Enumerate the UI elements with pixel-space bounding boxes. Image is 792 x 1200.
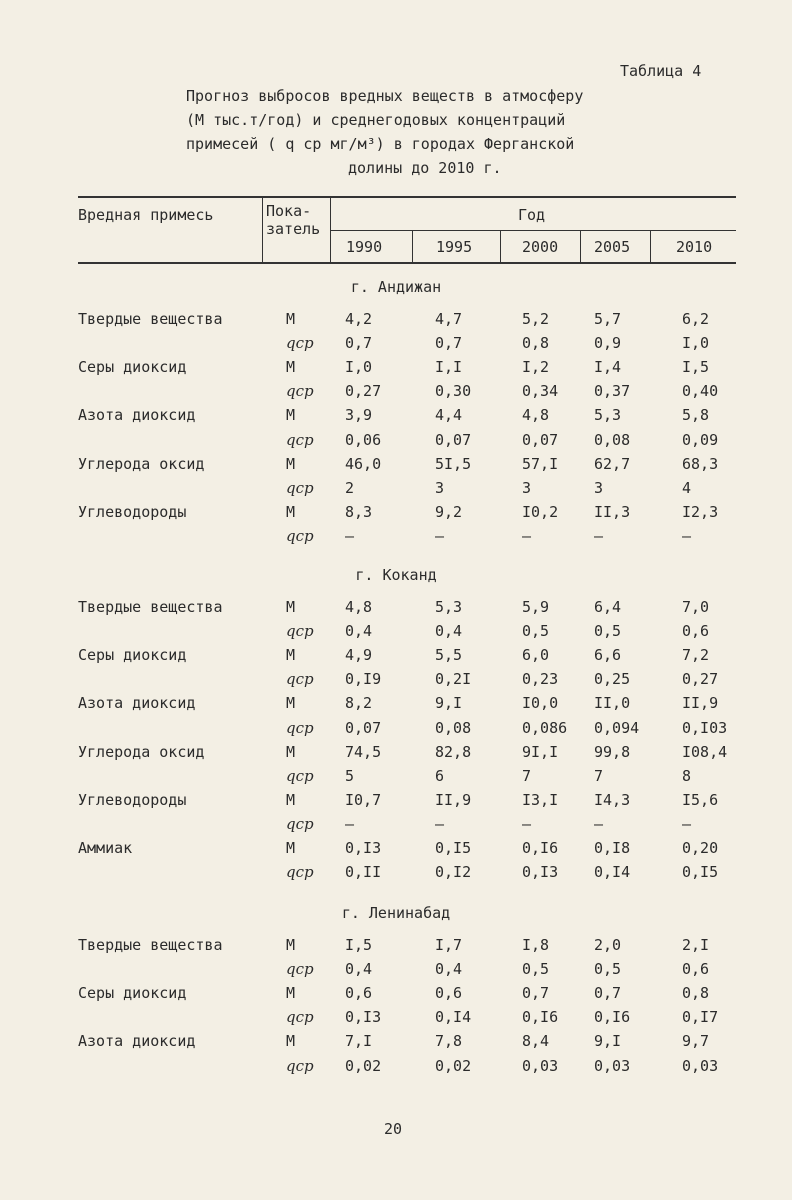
- value-cell: 0,4: [435, 960, 463, 979]
- header-year: Год: [518, 206, 546, 224]
- header-divider-1: [262, 196, 263, 262]
- value-cell: 0,7: [522, 984, 550, 1003]
- value-cell: 0,02: [345, 1056, 382, 1075]
- value-cell: 4,4: [435, 406, 463, 425]
- value-cell: 6,6: [594, 646, 622, 665]
- value-cell: 57,I: [522, 454, 559, 473]
- city-heading: г. Коканд: [355, 566, 437, 584]
- indicator-cell: М: [286, 694, 296, 713]
- value-cell: I,7: [435, 936, 463, 954]
- value-cell: 0,I5: [682, 863, 719, 882]
- value-cell: 9,2: [435, 502, 463, 521]
- value-cell: I0,0: [522, 694, 559, 713]
- table-row: [0, 936, 792, 958]
- value-cell: 0,7: [594, 984, 622, 1003]
- table-row: [0, 694, 792, 716]
- table-label: Таблица 4: [620, 62, 702, 80]
- value-cell: I3,I: [522, 790, 559, 809]
- header-divider-2: [330, 196, 331, 262]
- indicator-cell: qср: [286, 670, 314, 689]
- value-cell: –: [435, 526, 445, 545]
- substance-cell: Твердые вещества: [78, 936, 223, 954]
- value-cell: –: [594, 814, 604, 833]
- value-cell: I,5: [345, 936, 373, 954]
- value-cell: 74,5: [345, 742, 382, 761]
- value-cell: 0,08: [594, 430, 631, 449]
- table-row: [0, 815, 792, 837]
- value-cell: 0,7: [345, 334, 373, 353]
- table-row: [0, 839, 792, 861]
- table-row: [0, 598, 792, 620]
- value-cell: 0,30: [435, 382, 472, 401]
- value-cell: II,0: [594, 694, 631, 713]
- table-row: [0, 310, 792, 332]
- value-cell: 0,5: [594, 622, 622, 641]
- table-row: [0, 382, 792, 404]
- header-year-divider-4: [650, 230, 651, 262]
- title-line-2: (М тыс.т/год) и среднегодовых концентраций: [186, 111, 566, 129]
- header-year-2000: 2000: [522, 238, 559, 256]
- table-row: [0, 334, 792, 356]
- header-year-1995: 1995: [436, 238, 473, 256]
- value-cell: 3,9: [345, 406, 373, 425]
- value-cell: 0,I9: [345, 670, 382, 689]
- title-line-1: Прогноз выбросов вредных веществ в атмосферу: [186, 87, 584, 105]
- value-cell: 0,I4: [435, 1008, 472, 1027]
- table-header: [78, 196, 736, 266]
- table-row: [0, 1008, 792, 1030]
- value-cell: 0,4: [345, 622, 373, 641]
- indicator-cell: qср: [286, 430, 314, 449]
- value-cell: 0,8: [682, 984, 710, 1003]
- value-cell: I0,2: [522, 502, 559, 521]
- substance-cell: Твердые вещества: [78, 598, 223, 616]
- indicator-cell: М: [286, 790, 296, 809]
- value-cell: 0,9: [594, 334, 622, 353]
- table-row: [0, 1032, 792, 1054]
- indicator-cell: qср: [286, 718, 314, 737]
- value-cell: 0,08: [435, 718, 472, 737]
- value-cell: 99,8: [594, 742, 631, 761]
- indicator-cell: М: [286, 936, 296, 954]
- value-cell: 5,9: [522, 598, 550, 616]
- value-cell: 4,8: [522, 406, 550, 425]
- value-cell: 0,I5: [435, 839, 472, 857]
- header-year-2010: 2010: [676, 238, 713, 256]
- header-indicator-line2: затель: [266, 220, 321, 238]
- value-cell: 6,2: [682, 310, 710, 328]
- value-cell: 2,I: [682, 936, 710, 954]
- header-indicator-line1: Пока-: [266, 202, 312, 220]
- value-cell: 9,I: [435, 694, 463, 713]
- title-line-4: долины до 2010 г.: [348, 159, 502, 177]
- table-row: [0, 646, 792, 668]
- indicator-cell: М: [286, 502, 296, 521]
- value-cell: 0,09: [682, 430, 719, 449]
- value-cell: 5,8: [682, 406, 710, 425]
- indicator-cell: qср: [286, 382, 314, 401]
- indicator-cell: qср: [286, 334, 314, 353]
- value-cell: 0,I6: [594, 1008, 631, 1027]
- value-cell: 4,2: [345, 310, 373, 328]
- value-cell: 4,9: [345, 646, 373, 665]
- value-cell: –: [522, 526, 532, 545]
- value-cell: I4,3: [594, 790, 631, 809]
- title-line-3: примесей ( q cp мг/м³) в городах Ферганской: [186, 135, 575, 153]
- value-cell: 7: [522, 766, 532, 785]
- indicator-cell: qср: [286, 1008, 314, 1027]
- value-cell: 0,5: [522, 960, 550, 979]
- table-row: [0, 767, 792, 789]
- indicator-cell: qср: [286, 960, 314, 979]
- city-heading: г. Андижан: [350, 278, 442, 296]
- value-cell: 5: [345, 766, 355, 785]
- value-cell: 0,03: [522, 1056, 559, 1075]
- value-cell: 0,I2: [435, 863, 472, 882]
- table-row: [0, 406, 792, 428]
- substance-cell: Твердые вещества: [78, 310, 223, 328]
- value-cell: 46,0: [345, 454, 382, 473]
- value-cell: 7: [594, 766, 604, 785]
- value-cell: 0,6: [435, 984, 463, 1003]
- value-cell: 0,I7: [682, 1008, 719, 1027]
- header-substance: Вредная примесь: [78, 206, 214, 224]
- substance-cell: Углерода оксид: [78, 742, 205, 761]
- indicator-cell: М: [286, 1032, 296, 1051]
- indicator-cell: М: [286, 454, 296, 473]
- value-cell: 5,5: [435, 646, 463, 665]
- city-heading: г. Ленинабад: [341, 904, 451, 922]
- value-cell: 0,03: [682, 1056, 719, 1075]
- value-cell: II,9: [682, 694, 719, 713]
- value-cell: 0,6: [345, 984, 373, 1003]
- indicator-cell: М: [286, 310, 296, 328]
- value-cell: –: [594, 526, 604, 545]
- value-cell: 0,I3: [522, 863, 559, 882]
- table-row: [0, 358, 792, 380]
- value-cell: 0,8: [522, 334, 550, 353]
- value-cell: 0,40: [682, 382, 719, 401]
- value-cell: 8,4: [522, 1032, 550, 1051]
- table-row: [0, 455, 792, 477]
- table-title: [186, 84, 646, 180]
- value-cell: 3: [435, 478, 445, 497]
- table-row: [0, 503, 792, 525]
- indicator-cell: М: [286, 742, 296, 761]
- value-cell: 7,8: [435, 1032, 463, 1051]
- value-cell: 5,2: [522, 310, 550, 328]
- value-cell: 9,I: [594, 1032, 622, 1051]
- value-cell: 0,5: [594, 960, 622, 979]
- value-cell: 0,7: [435, 334, 463, 353]
- value-cell: –: [435, 814, 445, 833]
- value-cell: 7,2: [682, 646, 710, 665]
- table-row: [0, 960, 792, 982]
- value-cell: 6: [435, 766, 445, 785]
- value-cell: 2,0: [594, 936, 622, 954]
- table-row: [0, 431, 792, 453]
- value-cell: 0,I6: [522, 839, 559, 857]
- table-row: [0, 670, 792, 692]
- value-cell: II,3: [594, 502, 631, 521]
- value-cell: 0,07: [345, 718, 382, 737]
- value-cell: 0,I3: [345, 839, 382, 857]
- value-cell: 6,0: [522, 646, 550, 665]
- value-cell: 0,6: [682, 622, 710, 641]
- indicator-cell: qср: [286, 814, 314, 833]
- indicator-cell: М: [286, 984, 296, 1003]
- value-cell: 0,II: [345, 863, 382, 882]
- indicator-cell: М: [286, 358, 296, 377]
- value-cell: –: [345, 526, 355, 545]
- value-cell: 0,5: [522, 622, 550, 641]
- indicator-cell: qср: [286, 1056, 314, 1075]
- value-cell: 0,07: [522, 430, 559, 449]
- value-cell: 6,4: [594, 598, 622, 616]
- value-cell: 0,094: [594, 718, 640, 737]
- value-cell: 4: [682, 478, 692, 497]
- value-cell: 8,2: [345, 694, 373, 713]
- table-row: [0, 863, 792, 885]
- substance-cell: Азота диоксид: [78, 694, 196, 713]
- value-cell: 0,34: [522, 382, 559, 401]
- value-cell: 0,03: [594, 1056, 631, 1075]
- value-cell: I0,7: [345, 790, 382, 809]
- value-cell: –: [522, 814, 532, 833]
- value-cell: 3: [594, 478, 604, 497]
- value-cell: 68,3: [682, 454, 719, 473]
- value-cell: 0,4: [435, 622, 463, 641]
- value-cell: I,4: [594, 358, 622, 377]
- substance-cell: Серы диоксид: [78, 646, 187, 665]
- value-cell: 0,02: [435, 1056, 472, 1075]
- table-row: [0, 527, 792, 549]
- substance-cell: Серы диоксид: [78, 984, 187, 1003]
- value-cell: 0,07: [435, 430, 472, 449]
- indicator-cell: qср: [286, 478, 314, 497]
- value-cell: II,9: [435, 790, 472, 809]
- value-cell: 62,7: [594, 454, 631, 473]
- header-bottom-rule: [78, 262, 736, 264]
- indicator-cell: М: [286, 839, 296, 857]
- value-cell: 0,27: [682, 670, 719, 689]
- value-cell: I,8: [522, 936, 550, 954]
- value-cell: 0,2I: [435, 670, 472, 689]
- table-row: [0, 791, 792, 813]
- value-cell: I08,4: [682, 742, 728, 761]
- value-cell: 0,06: [345, 430, 382, 449]
- indicator-cell: М: [286, 598, 296, 616]
- value-cell: 3: [522, 478, 532, 497]
- value-cell: 7,I: [345, 1032, 373, 1051]
- table-row: [0, 1057, 792, 1079]
- header-year-rule: [330, 230, 736, 231]
- value-cell: 9,7: [682, 1032, 710, 1051]
- value-cell: –: [682, 526, 692, 545]
- value-cell: 0,37: [594, 382, 631, 401]
- substance-cell: Азота диоксид: [78, 1032, 196, 1051]
- value-cell: 5I,5: [435, 454, 472, 473]
- substance-cell: Углеводороды: [78, 790, 187, 809]
- value-cell: 5,7: [594, 310, 622, 328]
- header-year-divider-1: [412, 230, 413, 262]
- value-cell: 8: [682, 766, 692, 785]
- value-cell: 5,3: [435, 598, 463, 616]
- indicator-cell: qср: [286, 766, 314, 785]
- table-row: [0, 719, 792, 741]
- value-cell: 8,3: [345, 502, 373, 521]
- value-cell: 0,6: [682, 960, 710, 979]
- value-cell: 0,I3: [345, 1008, 382, 1027]
- value-cell: –: [345, 814, 355, 833]
- substance-cell: Углеводороды: [78, 502, 187, 521]
- page-number: 20: [384, 1120, 403, 1138]
- value-cell: 0,086: [522, 718, 568, 737]
- value-cell: 5,3: [594, 406, 622, 425]
- substance-cell: Серы диоксид: [78, 358, 187, 377]
- value-cell: I5,6: [682, 790, 719, 809]
- value-cell: I,0: [682, 334, 710, 353]
- value-cell: 0,27: [345, 382, 382, 401]
- value-cell: 0,I8: [594, 839, 631, 857]
- indicator-cell: qср: [286, 622, 314, 641]
- table-row: [0, 479, 792, 501]
- value-cell: 0,I03: [682, 718, 728, 737]
- value-cell: I,I: [435, 358, 463, 377]
- value-cell: I,5: [682, 358, 710, 377]
- value-cell: 4,8: [345, 598, 373, 616]
- value-cell: 7,0: [682, 598, 710, 616]
- value-cell: 0,20: [682, 839, 719, 857]
- header-year-divider-2: [500, 230, 501, 262]
- value-cell: –: [682, 814, 692, 833]
- value-cell: 0,23: [522, 670, 559, 689]
- table-row: [0, 984, 792, 1006]
- header-year-divider-3: [580, 230, 581, 262]
- value-cell: 9I,I: [522, 742, 559, 761]
- header-top-rule: [78, 196, 736, 198]
- header-year-2005: 2005: [594, 238, 631, 256]
- value-cell: 0,I4: [594, 863, 631, 882]
- value-cell: I,0: [345, 358, 373, 377]
- substance-cell: Углерода оксид: [78, 454, 205, 473]
- value-cell: 4,7: [435, 310, 463, 328]
- value-cell: 82,8: [435, 742, 472, 761]
- indicator-cell: qср: [286, 526, 314, 545]
- value-cell: I,2: [522, 358, 550, 377]
- table-row: [0, 622, 792, 644]
- value-cell: 0,4: [345, 960, 373, 979]
- header-year-1990: 1990: [346, 238, 383, 256]
- substance-cell: Азота диоксид: [78, 406, 196, 425]
- indicator-cell: М: [286, 406, 296, 425]
- indicator-cell: qср: [286, 863, 314, 882]
- table-row: [0, 743, 792, 765]
- indicator-cell: М: [286, 646, 296, 665]
- substance-cell: Аммиак: [78, 839, 133, 857]
- value-cell: 0,I6: [522, 1008, 559, 1027]
- value-cell: I2,3: [682, 502, 719, 521]
- value-cell: 0,25: [594, 670, 631, 689]
- value-cell: 2: [345, 478, 355, 497]
